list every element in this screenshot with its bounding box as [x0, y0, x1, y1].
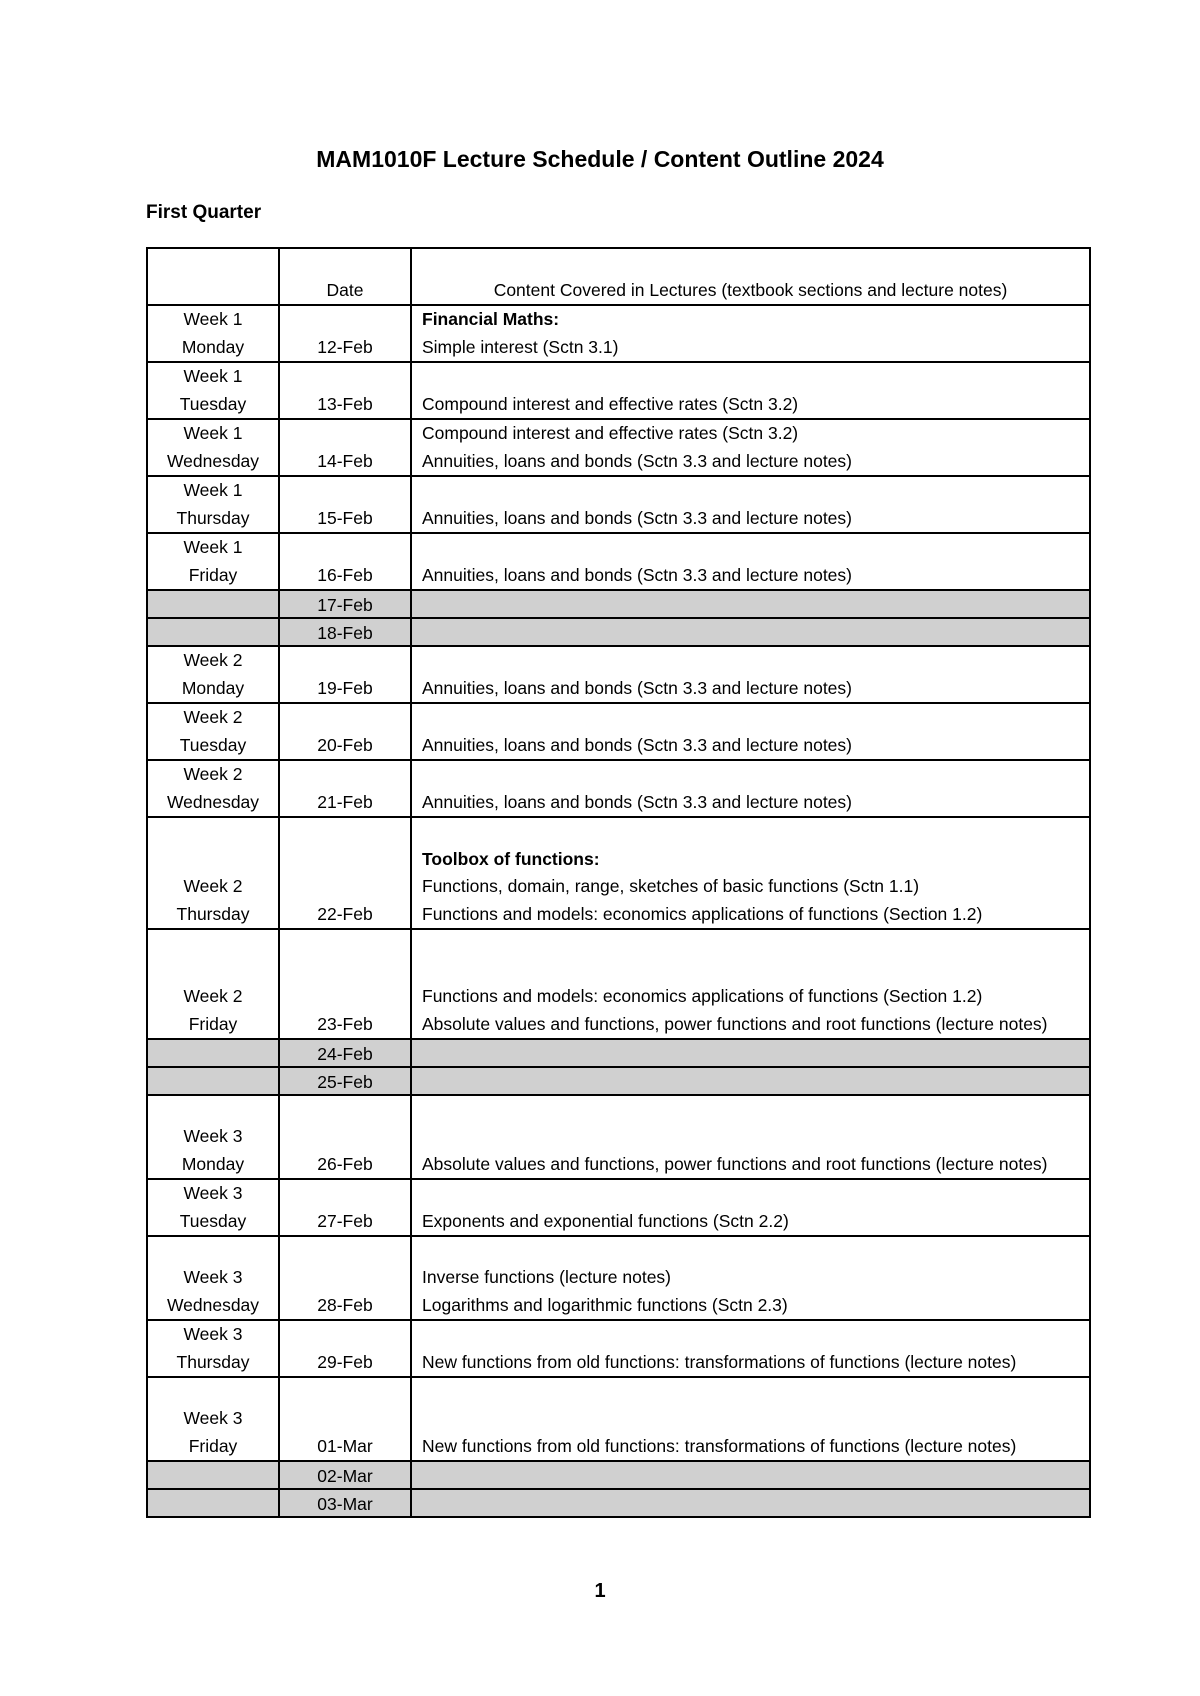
week-label: Week 3: [183, 1183, 243, 1203]
week-label: Week 1: [183, 537, 243, 557]
content-cell: [411, 1095, 1090, 1179]
content-cell-empty: [411, 590, 1090, 618]
content-paragraph: Absolute values and functions, power functions and root functions (lecture notes): [422, 1013, 1048, 1034]
table-row: [147, 419, 1090, 476]
content-heading: Financial Maths:: [422, 309, 560, 329]
table-row: [147, 817, 1090, 929]
content-cell-empty: [411, 1067, 1090, 1095]
table-row: [147, 703, 1090, 760]
day-label: Wednesday: [166, 450, 260, 471]
week-cell: [147, 817, 279, 929]
content-paragraph: New functions from old functions: transformations of functions (lecture notes): [422, 1435, 1017, 1456]
content-cell: [411, 703, 1090, 760]
content-cell: [411, 817, 1090, 929]
week-cell: [147, 1320, 279, 1377]
content-cell: [411, 929, 1090, 1039]
week-label: Week 1: [183, 423, 243, 443]
week-label: Week 2: [183, 707, 243, 727]
day-label: Friday: [188, 1013, 238, 1034]
content-line: Annuities, loans and bonds (Sctn 3.3 and lecture notes): [422, 734, 852, 755]
date-cell: 14-Feb: [279, 419, 411, 476]
table-row: [147, 1179, 1090, 1236]
date-cell: 23-Feb: [279, 929, 411, 1039]
table-row: [147, 305, 1090, 362]
week-label: Week 3: [183, 1324, 243, 1344]
table-row: [147, 760, 1090, 817]
date-cell: 03-Mar: [279, 1489, 411, 1517]
week-label: Week 1: [183, 309, 243, 329]
content-line: Annuities, loans and bonds (Sctn 3.3 and lecture notes): [422, 450, 852, 471]
table-header-row: [147, 248, 1090, 305]
day-label: Friday: [188, 564, 238, 585]
content-cell: [411, 1236, 1090, 1320]
content-line: Simple interest (Sctn 3.1): [422, 336, 619, 357]
lecture-schedule-table: [146, 247, 1091, 1518]
table-row: [147, 1236, 1090, 1320]
date-cell: 12-Feb: [279, 305, 411, 362]
weekend-row: [147, 1489, 1090, 1517]
weekend-row: [147, 1067, 1090, 1095]
date-cell: 02-Mar: [279, 1461, 411, 1489]
date-cell: 26-Feb: [279, 1095, 411, 1179]
week-cell: [147, 1179, 279, 1236]
content-cell: [411, 533, 1090, 590]
week-label: Week 2: [183, 764, 243, 784]
content-cell: [411, 305, 1090, 362]
date-cell: 24-Feb: [279, 1039, 411, 1067]
date-cell: 27-Feb: [279, 1179, 411, 1236]
content-cell: [411, 419, 1090, 476]
header-week: [147, 248, 279, 305]
week-cell-empty: [147, 618, 279, 646]
weekend-row: [147, 1039, 1090, 1067]
content-line: Compound interest and effective rates (Sctn 3.2): [422, 393, 799, 414]
day-label: Monday: [181, 1153, 245, 1174]
table-row: [147, 1320, 1090, 1377]
content-cell: [411, 362, 1090, 419]
page-number: 1: [594, 1580, 606, 1602]
section-heading: First Quarter: [146, 202, 262, 223]
week-cell: [147, 419, 279, 476]
day-label: Thursday: [176, 1351, 250, 1372]
content-line: Annuities, loans and bonds (Sctn 3.3 and lecture notes): [422, 507, 852, 528]
week-cell: [147, 305, 279, 362]
content-line: Functions and models: economics applications of functions (Section 1.2): [422, 903, 983, 924]
week-cell: [147, 1236, 279, 1320]
content-cell-empty: [411, 1039, 1090, 1067]
week-cell-empty: [147, 1067, 279, 1095]
table-row: [147, 533, 1090, 590]
week-cell: [147, 646, 279, 703]
week-cell-empty: [147, 1489, 279, 1517]
day-label: Tuesday: [179, 393, 247, 414]
content-cell: [411, 1320, 1090, 1377]
week-label: Week 1: [183, 480, 243, 500]
week-label: Week 2: [183, 876, 243, 896]
content-line: Annuities, loans and bonds (Sctn 3.3 and lecture notes): [422, 677, 852, 698]
content-line: Functions, domain, range, sketches of basic functions (Sctn 1.1): [422, 876, 920, 896]
content-cell: [411, 476, 1090, 533]
day-label: Tuesday: [179, 734, 247, 755]
table-row: [147, 362, 1090, 419]
week-label: Week 3: [183, 1126, 243, 1146]
day-label: Thursday: [176, 507, 250, 528]
weekend-row: [147, 1461, 1090, 1489]
table-row: [147, 1095, 1090, 1179]
table-row: [147, 476, 1090, 533]
week-cell: [147, 760, 279, 817]
day-label: Monday: [181, 336, 245, 357]
week-cell: [147, 1377, 279, 1461]
table-row: [147, 1377, 1090, 1461]
week-label: Week 1: [183, 366, 243, 386]
week-label: Week 2: [183, 650, 243, 670]
content-line: Compound interest and effective rates (Sctn 3.2): [422, 423, 799, 443]
content-paragraph: Absolute values and functions, power functions and root functions (lecture notes): [422, 1153, 1048, 1174]
week-cell: [147, 703, 279, 760]
content-line: Functions and models: economics applications of functions (Section 1.2): [422, 986, 983, 1006]
week-cell: [147, 362, 279, 419]
content-cell-empty: [411, 1489, 1090, 1517]
week-label: Week 2: [183, 986, 243, 1006]
page-title: MAM1010F Lecture Schedule / Content Outline 2024: [316, 146, 884, 172]
date-cell: 17-Feb: [279, 590, 411, 618]
content-paragraph: New functions from old functions: transformations of functions (lecture notes): [422, 1351, 1017, 1372]
day-label: Tuesday: [179, 1210, 247, 1231]
content-heading: Toolbox of functions:: [422, 848, 600, 869]
week-cell: [147, 476, 279, 533]
day-label: Monday: [181, 677, 245, 698]
content-line: Annuities, loans and bonds (Sctn 3.3 and lecture notes): [422, 564, 852, 585]
date-cell: 19-Feb: [279, 646, 411, 703]
header-date: Date: [279, 248, 411, 305]
week-cell: [147, 929, 279, 1039]
week-label: Week 3: [183, 1408, 243, 1428]
content-cell: [411, 1377, 1090, 1461]
table-row: [147, 929, 1090, 1039]
week-label: Week 3: [183, 1267, 243, 1287]
date-cell: 20-Feb: [279, 703, 411, 760]
date-cell: 15-Feb: [279, 476, 411, 533]
content-line: Inverse functions (lecture notes): [422, 1267, 672, 1287]
content-cell: [411, 1179, 1090, 1236]
day-label: Wednesday: [166, 791, 260, 812]
day-label: Wednesday: [166, 1294, 260, 1315]
day-label: Friday: [188, 1435, 238, 1456]
header-content: Content Covered in Lectures (textbook sections and lecture notes): [411, 248, 1090, 305]
content-cell: [411, 760, 1090, 817]
weekend-row: [147, 618, 1090, 646]
week-cell: [147, 1095, 279, 1179]
date-cell: 29-Feb: [279, 1320, 411, 1377]
content-cell: [411, 646, 1090, 703]
week-cell: [147, 533, 279, 590]
day-label: Thursday: [176, 903, 250, 924]
date-cell: 25-Feb: [279, 1067, 411, 1095]
date-cell: 18-Feb: [279, 618, 411, 646]
date-cell: 21-Feb: [279, 760, 411, 817]
content-line: Logarithms and logarithmic functions (Sctn 2.3): [422, 1294, 788, 1315]
content-cell-empty: [411, 1461, 1090, 1489]
week-cell-empty: [147, 1039, 279, 1067]
date-cell: 01-Mar: [279, 1377, 411, 1461]
content-line: Annuities, loans and bonds (Sctn 3.3 and lecture notes): [422, 791, 852, 812]
week-cell-empty: [147, 590, 279, 618]
date-cell: 22-Feb: [279, 817, 411, 929]
content-cell-empty: [411, 618, 1090, 646]
week-cell-empty: [147, 1461, 279, 1489]
content-line: Exponents and exponential functions (Sctn 2.2): [422, 1210, 789, 1231]
weekend-row: [147, 590, 1090, 618]
date-cell: 28-Feb: [279, 1236, 411, 1320]
table-row: [147, 646, 1090, 703]
date-cell: 16-Feb: [279, 533, 411, 590]
date-cell: 13-Feb: [279, 362, 411, 419]
